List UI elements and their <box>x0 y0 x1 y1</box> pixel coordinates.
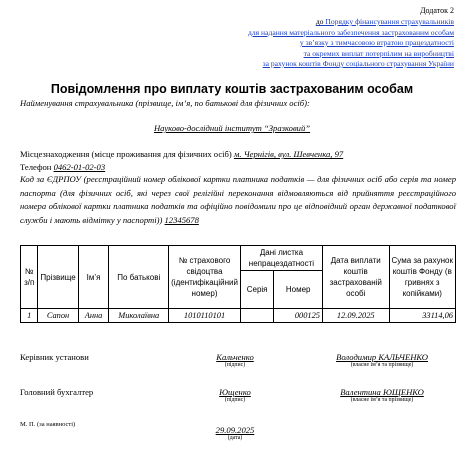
seal-label: М. П. (за наявності) <box>20 421 76 428</box>
header-insurance-cert: № страхового свідоцтва (ідентифікаційний номер) <box>169 246 241 309</box>
accountant-signature-block <box>188 387 282 403</box>
document-date: 29.09.2025 <box>215 425 255 435</box>
reference-prefix: до <box>315 17 326 26</box>
reference-link[interactable]: для надання матеріального забезпечення застрахованим особам <box>248 27 454 37</box>
phone-row <box>20 162 105 172</box>
cell-num: 1 <box>21 309 38 323</box>
cell-name: Анна <box>78 309 109 323</box>
header-amount: Сума за рахунок коштів Фонду (в гривнях з копійками) <box>389 246 456 309</box>
insurer-value: Науково-дослідний інститут “Зразковий” <box>153 123 311 133</box>
name-caption: (власне ім’я та прізвище) <box>350 397 414 403</box>
header-surname: Прізвище <box>38 246 78 309</box>
head-signature-block <box>188 352 282 368</box>
reference-link[interactable]: та окремих виплат потерпілим на виробництві <box>303 48 454 58</box>
reference-link[interactable]: за рахунок коштів Фонду соціального страхування України <box>262 59 454 68</box>
header-num: № з/п <box>21 246 38 309</box>
location-value: м. Чернігів, вул. Шевченка, 97 <box>233 149 344 159</box>
cell-surname: Сапон <box>38 309 78 323</box>
accountant-name-block <box>312 387 452 403</box>
addendum-label: Додаток 2 <box>420 6 454 15</box>
edrpou-paragraph <box>20 173 456 227</box>
head-signature: Кальченко <box>216 352 254 362</box>
edrpou-label: Код за ЄДРПОУ (реєстраційний номер облікової картки платника податків — для фізичних осіб або серія та номер паспорта (для фізичних осіб, які через свої релігійні переконання відмовляються від прийняття реєстраційного номера облікової картки платника податків та офіційно повідомили про це відповідний орган державної податкової служби і мають відмітку у паспорті)) <box>20 174 456 225</box>
table-row <box>21 309 456 323</box>
header-patronymic: По батькові <box>109 246 169 309</box>
page-title: Повідомлення про виплату коштів застрахованим особам <box>50 82 414 96</box>
reference-link[interactable]: у зв’язку з тимчасовою втратою працездатності <box>299 38 454 47</box>
cell-number: 000125 <box>274 309 323 323</box>
header-number: Номер <box>274 271 323 309</box>
payments-table <box>20 245 456 323</box>
head-role: Керівник установи <box>20 352 89 362</box>
cell-patronymic: Миколаївна <box>109 309 169 323</box>
header-name: Ім’я <box>78 246 109 309</box>
location-row <box>20 149 343 159</box>
reference-link[interactable]: Порядку фінансування страхувальників <box>325 17 454 26</box>
phone-value: 0462-01-02-03 <box>53 162 106 172</box>
accountant-role: Головний бухгалтер <box>20 387 94 397</box>
signature-caption: (підпис) <box>224 362 246 368</box>
legal-reference <box>184 17 454 70</box>
cell-series <box>240 309 273 323</box>
location-label: Місцезнаходження (місце проживання для фізичних осіб) <box>20 149 232 159</box>
header-sick-leave: Дані листка непрацездатності <box>240 246 322 271</box>
header-payment-date: Дата виплати коштів застрахованій особі <box>322 246 389 309</box>
name-caption: (власне ім’я та прізвище) <box>350 362 414 368</box>
date-caption: (дата) <box>227 435 243 441</box>
accountant-signature: Ющенко <box>219 387 251 397</box>
accountant-name: Валентина ЮЩЕНКО <box>340 387 424 397</box>
head-name-block <box>312 352 452 368</box>
phone-label: Телефон <box>20 162 52 172</box>
signature-caption: (підпис) <box>224 397 246 403</box>
cell-insurance-cert: 1010110101 <box>169 309 241 323</box>
insurer-label: Найменування страхувальника (прізвище, ім’я, по батькові для фізичних осіб): <box>20 98 310 108</box>
head-name: Володимир КАЛЬЧЕНКО <box>336 352 428 362</box>
header-series: Серія <box>240 271 273 309</box>
date-block <box>188 425 282 441</box>
edrpou-value: 12345678 <box>164 214 199 225</box>
cell-amount: 33114,06 <box>389 309 456 323</box>
cell-payment-date: 12.09.2025 <box>322 309 389 323</box>
